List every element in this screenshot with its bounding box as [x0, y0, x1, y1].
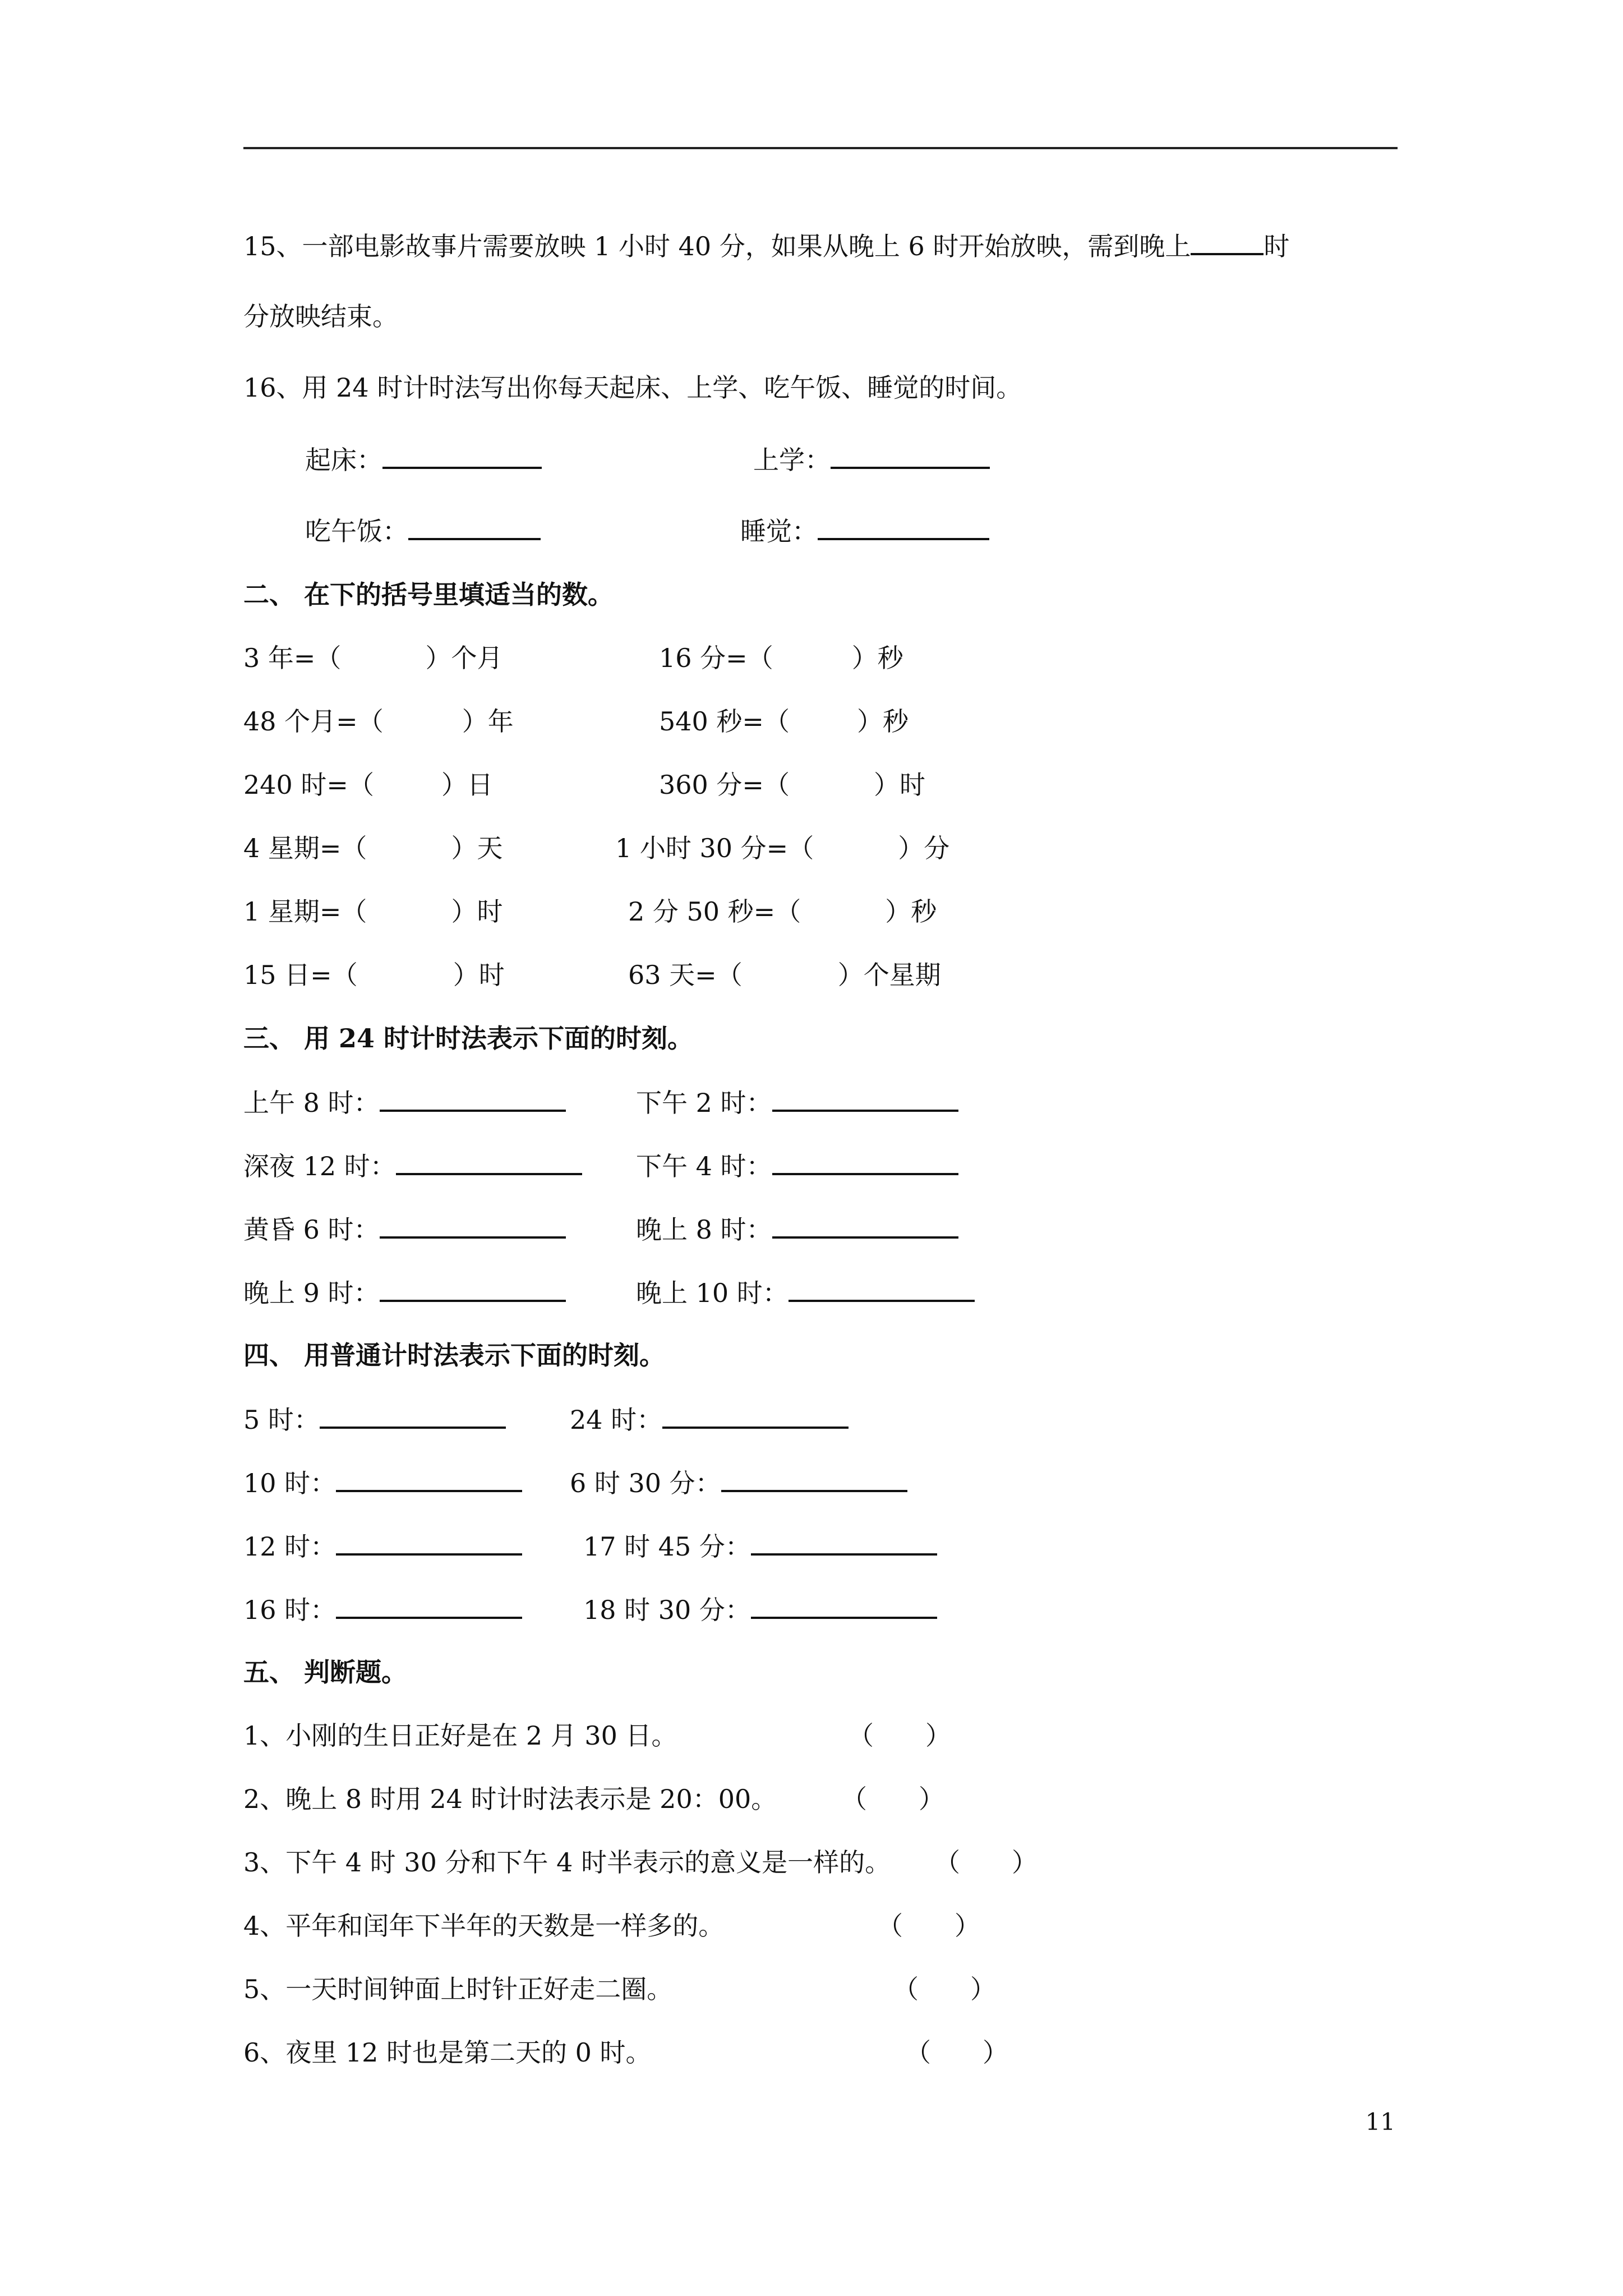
q16-school — [753, 442, 990, 477]
school-label: 上学： — [753, 445, 831, 475]
s4-r1a-label: 5 时： — [243, 1405, 320, 1435]
s2-row2-b — [659, 705, 909, 738]
s2-row4-a — [243, 831, 502, 865]
s4-r4b-blank[interactable] — [751, 1592, 937, 1619]
tf-6-paren[interactable]: （ ） — [905, 2037, 1008, 2068]
s4-row3-b — [583, 1529, 937, 1563]
s2-r5b-label: 2 分 50 秒=（ — [628, 896, 801, 927]
q16-question: 16、用 24 时计时法写出你每天起床、上学、吃午饭、睡觉的时间。 — [243, 372, 1022, 403]
tf-item-6 — [243, 2036, 652, 2069]
tf-5-paren[interactable]: （ ） — [893, 1974, 996, 2004]
tf-item-1 — [243, 1719, 677, 1752]
tf-3-paren[interactable]: （ ） — [934, 1847, 1038, 1878]
s4-r2a-label: 10 时： — [243, 1468, 336, 1498]
s3-row4-a — [243, 1275, 566, 1310]
s2-r2a-end: ）年 — [462, 706, 514, 737]
tf-1-text: 1、小刚的生日正好是在 2 月 30 日。 — [243, 1720, 677, 1751]
s2-row4-b — [615, 831, 949, 865]
tf-6-text: 6、夜里 12 时也是第二天的 0 时。 — [243, 2037, 652, 2068]
s4-row3-a — [243, 1529, 522, 1563]
s4-r3b-label: 17 时 45 分： — [583, 1531, 751, 1562]
q15-line1-end: 时 — [1264, 231, 1290, 261]
s2-r2b-label: 540 秒=（ — [659, 706, 790, 737]
s3-r3b-label: 晚上 8 时： — [636, 1214, 772, 1245]
page-number: 11 — [1365, 2108, 1395, 2136]
s3-r2b-blank[interactable] — [772, 1148, 958, 1175]
s4-r4b-label: 18 时 30 分： — [583, 1595, 751, 1625]
tf-4-paren[interactable]: （ ） — [877, 1911, 980, 1941]
tf-4-text: 4、平年和闰年下半年的天数是一样多的。 — [243, 1911, 725, 1941]
getup-label: 起床： — [305, 445, 382, 475]
s2-r6a-end: ）时 — [453, 960, 505, 990]
s2-r3a-label: 240 时=（ — [243, 770, 374, 800]
s2-row1-a — [243, 641, 502, 675]
s3-row4-b — [636, 1275, 975, 1310]
s4-r3a-blank[interactable] — [336, 1529, 522, 1556]
section4-title: 四、 用普通计时法表示下面的时刻。 — [243, 1340, 666, 1370]
s3-r2a-blank[interactable] — [396, 1148, 582, 1175]
q15-text: 15、一部电影故事片需要放映 1 小时 40 分，如果从晚上 6 时开始放映，需到晚上 — [243, 231, 1191, 261]
lunch-blank[interactable] — [408, 513, 541, 540]
s2-r1a-end: ）个月 — [425, 643, 503, 673]
tf-item-5 — [243, 1972, 672, 2006]
s4-row1-a — [243, 1402, 506, 1437]
s2-r4b-label: 1 小时 30 分=（ — [615, 833, 814, 863]
tf-item-2 — [243, 1782, 777, 1816]
q16-lunch — [305, 513, 541, 548]
s2-r6a-label: 15 日=（ — [243, 960, 358, 990]
s2-r3a-end: ）日 — [441, 770, 493, 800]
s2-r5b-end: ）秒 — [885, 896, 937, 927]
s3-row2-b — [636, 1148, 958, 1183]
q15-line2: 分放映结束。 — [243, 301, 398, 332]
s4-r3a-label: 12 时： — [243, 1531, 336, 1562]
s2-r2a-label: 48 个月=（ — [243, 706, 384, 737]
s4-row4-a — [243, 1592, 522, 1627]
s2-r4a-label: 4 星期=（ — [243, 833, 367, 863]
s2-r1b-label: 16 分=（ — [659, 643, 773, 673]
s2-r1b-end: ）秒 — [851, 643, 903, 673]
s4-r4a-label: 16 时： — [243, 1595, 336, 1625]
s3-r1a-label: 上午 8 时： — [243, 1088, 380, 1118]
s4-r3b-blank[interactable] — [751, 1529, 937, 1556]
s2-r5a-label: 1 星期=（ — [243, 896, 367, 927]
s3-r4b-blank[interactable] — [789, 1275, 975, 1302]
s3-r4a-label: 晚上 9 时： — [243, 1278, 380, 1308]
tf-3-text: 3、下午 4 时 30 分和下午 4 时半表示的意义是一样的。 — [243, 1847, 891, 1878]
s3-r4b-label: 晚上 10 时： — [636, 1278, 789, 1308]
s2-r6b-label: 63 天=（ — [628, 960, 743, 990]
q16-getup — [305, 442, 542, 477]
s2-row3-a — [243, 768, 493, 802]
section5-title: 五、 判断题。 — [243, 1657, 408, 1687]
s3-r3a-blank[interactable] — [380, 1212, 566, 1239]
s4-row2-b — [570, 1465, 907, 1500]
s3-r3a-label: 黄昏 6 时： — [243, 1214, 380, 1245]
s2-row5-b — [628, 895, 937, 928]
s3-r2b-label: 下午 4 时： — [636, 1151, 772, 1181]
s4-row2-a — [243, 1465, 522, 1500]
s2-r1a-label: 3 年=（ — [243, 643, 342, 673]
q15-line1 — [243, 228, 1289, 263]
s2-row1-b — [659, 641, 903, 675]
s4-r1b-label: 24 时： — [570, 1405, 663, 1435]
s4-r1a-blank[interactable] — [320, 1402, 506, 1429]
tf-5-text: 5、一天时间钟面上时针正好走二圈。 — [243, 1974, 673, 2004]
s2-row5-a — [243, 895, 502, 928]
s4-r2b-label: 6 时 30 分： — [570, 1468, 721, 1498]
tf-2-text: 2、晚上 8 时用 24 时计时法表示是 20：00。 — [243, 1784, 777, 1814]
s2-row3-b — [659, 768, 925, 802]
q16-sleep — [740, 513, 989, 548]
section2-title: 二、 在下的括号里填适当的数。 — [243, 579, 614, 610]
s2-r6b-end: ）个星期 — [837, 960, 941, 990]
s3-row1-a — [243, 1085, 566, 1120]
tf-item-4 — [243, 1909, 724, 1943]
getup-blank[interactable] — [382, 442, 542, 469]
s4-r1b-blank[interactable] — [662, 1402, 849, 1429]
sleep-label: 睡觉： — [740, 516, 818, 546]
s2-r4b-end: ）分 — [898, 833, 950, 863]
s3-row2-a — [243, 1148, 582, 1183]
s3-row3-b — [636, 1212, 958, 1246]
s3-row1-b — [636, 1085, 958, 1120]
s3-r1b-blank[interactable] — [772, 1085, 958, 1112]
s2-r3b-label: 360 分=（ — [659, 770, 790, 800]
s2-r5a-end: ）时 — [451, 896, 503, 927]
header-rule — [243, 147, 1398, 149]
q15-blank[interactable] — [1191, 228, 1264, 255]
s3-r4a-blank[interactable] — [380, 1275, 566, 1302]
s2-row6-b — [628, 958, 941, 992]
school-blank[interactable] — [831, 442, 990, 469]
s3-r1a-blank[interactable] — [380, 1085, 566, 1112]
tf-1-paren[interactable]: （ ） — [848, 1720, 951, 1751]
sleep-blank[interactable] — [818, 513, 989, 540]
section3-title: 三、 用 24 时计时法表示下面的时刻。 — [243, 1023, 694, 1053]
s3-r1b-label: 下午 2 时： — [636, 1088, 772, 1118]
s4-r2b-blank[interactable] — [721, 1465, 907, 1492]
tf-item-3 — [243, 1846, 891, 1879]
tf-2-paren[interactable]: （ ） — [841, 1784, 944, 1814]
s4-row1-b — [570, 1402, 849, 1437]
s2-row6-a — [243, 958, 505, 992]
s2-r4a-end: ）天 — [451, 833, 503, 863]
s3-row3-a — [243, 1212, 566, 1246]
lunch-label: 吃午饭： — [305, 516, 408, 546]
s4-r4a-blank[interactable] — [336, 1592, 522, 1619]
s4-r2a-blank[interactable] — [336, 1465, 522, 1492]
s3-r3b-blank[interactable] — [772, 1212, 958, 1239]
s2-r3b-end: ）时 — [873, 770, 925, 800]
s4-row4-b — [583, 1592, 937, 1627]
s2-r2b-end: ）秒 — [856, 706, 909, 737]
s2-row2-a — [243, 705, 514, 738]
s3-r2a-label: 深夜 12 时： — [243, 1151, 396, 1181]
